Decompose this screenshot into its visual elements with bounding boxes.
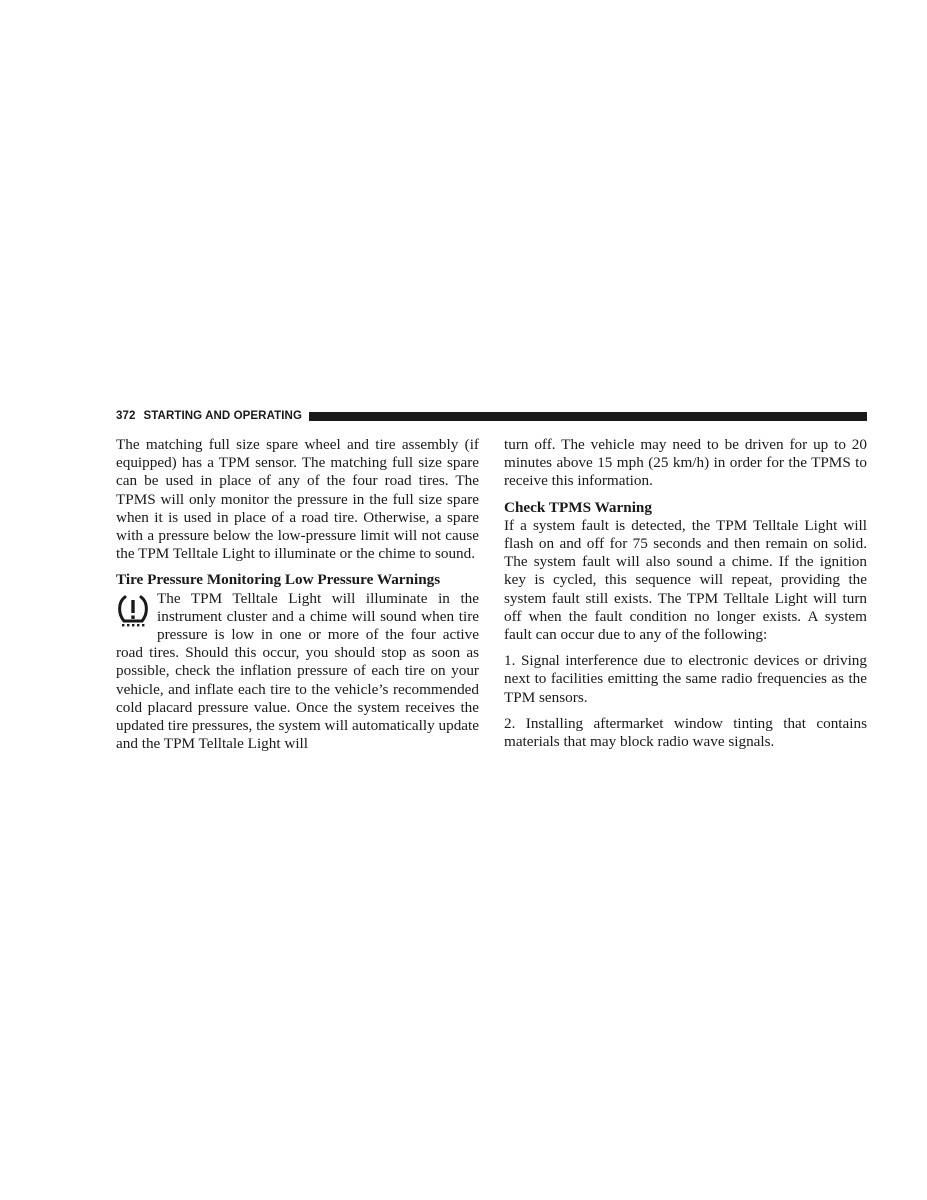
continuation-paragraph: turn off. The vehicle may need to be driven for up to 20 minutes above 15 mph (25 km/h) in order for the TPMS to receive this information. — [504, 436, 867, 490]
page-number: 372 — [116, 410, 136, 422]
header-rule — [309, 412, 867, 421]
list-item: 1. Signal interference due to electronic devices or driving next to facilities emitting the same radio frequencies as the TPM sensors. — [504, 652, 867, 706]
warnings-paragraph: The TPM Telltale Light will illuminate in the instrument cluster and a chime will sound when tire pressure is low in one or more of the four active road tires. Should this occur, you should stop as soon as possible, check the inflation pressure of each tire on your vehicle, and inflate each tire to the vehicle’s recommended cold placard pressure value. Once the system receives the updated tire pressures, the system will automatically update and the TPM Telltale Light will — [116, 589, 479, 753]
intro-paragraph: The matching full size spare wheel and tire assembly (if equipped) has a TPM sensor. The matching full size spare can be used in place of any of the four road tires. The TPMS will only monitor the pressure in the full size spare when it is used in place of a road tire. Otherwise, a spare with a pressure below the low-pressure limit will not cause the TPM Telltale Light to illuminate or the chime to sound. — [116, 436, 479, 563]
check-tpms-paragraph: If a system fault is detected, the TPM Telltale Light will flash on and off for 75 seconds and then remain on solid. The system fault will also sound a chime. If the ignition key is cycled, this sequence will repeat, providing the system fault still exists. The TPM Telltale Light will turn off when the fault condition no longer exists. A system fault can occur due to any of the following: — [504, 516, 867, 644]
list-item: 2. Installing aftermarket window tinting that contains materials that may block radio wave signals. — [504, 714, 867, 751]
left-column — [116, 436, 479, 761]
warnings-block — [116, 590, 479, 754]
page-header — [116, 409, 867, 423]
right-column — [504, 436, 867, 759]
check-tpms-heading: Check TPMS Warning — [504, 498, 652, 516]
warnings-heading: Tire Pressure Monitoring Low Pressure Warnings — [116, 571, 441, 589]
tire-pressure-warning-icon — [116, 594, 150, 628]
section-title: STARTING AND OPERATING — [143, 410, 303, 422]
